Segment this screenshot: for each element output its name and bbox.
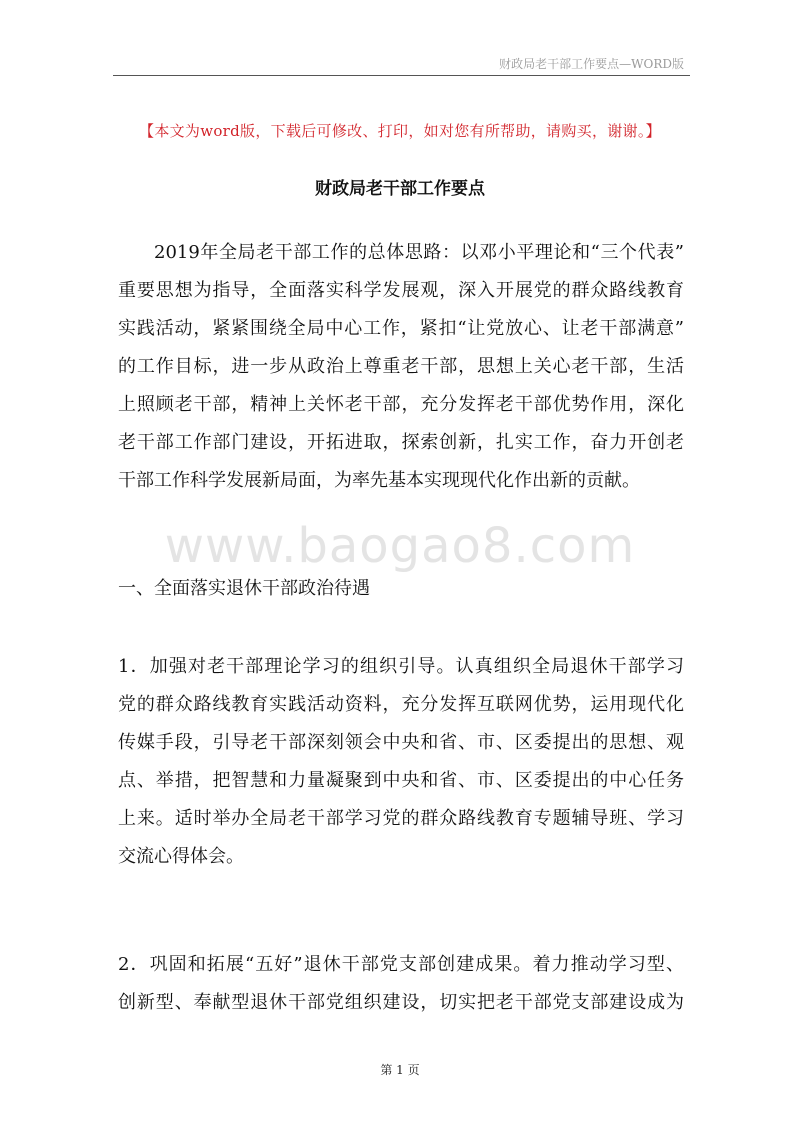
paragraph-line: 传媒手段，引导老干部深刻领会中央和省、市、区委提出的思想、观 bbox=[118, 732, 684, 753]
paragraph-line: 点、举措，把智慧和力量凝聚到中央和省、市、区委提出的中心任务 bbox=[118, 770, 684, 791]
intro-paragraph-continued bbox=[118, 272, 684, 500]
page-number: 第 1 页 bbox=[380, 1063, 420, 1077]
paragraph-line: 老干部工作部门建设，开拓进取，探索创新，扎实工作，奋力开创老 bbox=[118, 432, 684, 453]
header-divider bbox=[113, 75, 690, 76]
paragraph-line: 2019年全局老干部工作的总体思路：以邓小平理论和“三个代表” bbox=[154, 242, 684, 263]
paragraph-line: 干部工作科学发展新局面，为率先基本实现现代化作出新的贡献。 bbox=[118, 470, 640, 491]
paragraph-line: 的工作目标，进一步从政治上尊重老干部，思想上关心老干部，生活 bbox=[118, 356, 684, 377]
paragraph-line: 1．加强对老干部理论学习的组织引导。认真组织全局退休干部学习 bbox=[118, 656, 684, 677]
paragraph-line: 2．巩固和拓展“五好”退休干部党支部创建成果。着力推动学习型、 bbox=[118, 954, 684, 975]
paragraph-line: 重要思想为指导，全面落实科学发展观，深入开展党的群众路线教育 bbox=[118, 280, 684, 301]
paragraph-line: 交流心得体会。 bbox=[118, 846, 244, 867]
paragraph-line: 上照顾老干部，精神上关怀老干部，充分发挥老干部优势作用，深化 bbox=[118, 394, 684, 415]
running-header: 财政局老干部工作要点—WORD版 bbox=[499, 57, 684, 71]
section-heading bbox=[118, 570, 684, 608]
paragraph-line: 党的群众路线教育实践活动资料，充分发挥互联网优势，运用现代化 bbox=[118, 694, 684, 715]
item-1-paragraph bbox=[118, 648, 684, 876]
section-heading-text: 一、全面落实退休干部政治待遇 bbox=[118, 578, 370, 599]
paragraph-line: 上来。适时举办全局老干部学习党的群众路线教育专题辅导班、学习 bbox=[118, 808, 684, 829]
purchase-notice: 【本文为word版，下载后可修改、打印，如对您有所帮助，请购买，谢谢。】 bbox=[139, 122, 661, 140]
item-2-paragraph bbox=[118, 946, 684, 1022]
paragraph-line: 实践活动，紧紧围绕全局中心工作，紧扣“让党放心、让老干部满意” bbox=[118, 318, 684, 339]
watermark: www.baogao8.com bbox=[164, 518, 636, 574]
paragraph-line: 创新型、奉献型退休干部党组织建设，切实把老干部党支部建设成为 bbox=[118, 992, 684, 1013]
intro-paragraph bbox=[118, 234, 684, 272]
document-title: 财政局老干部工作要点 bbox=[315, 179, 485, 199]
